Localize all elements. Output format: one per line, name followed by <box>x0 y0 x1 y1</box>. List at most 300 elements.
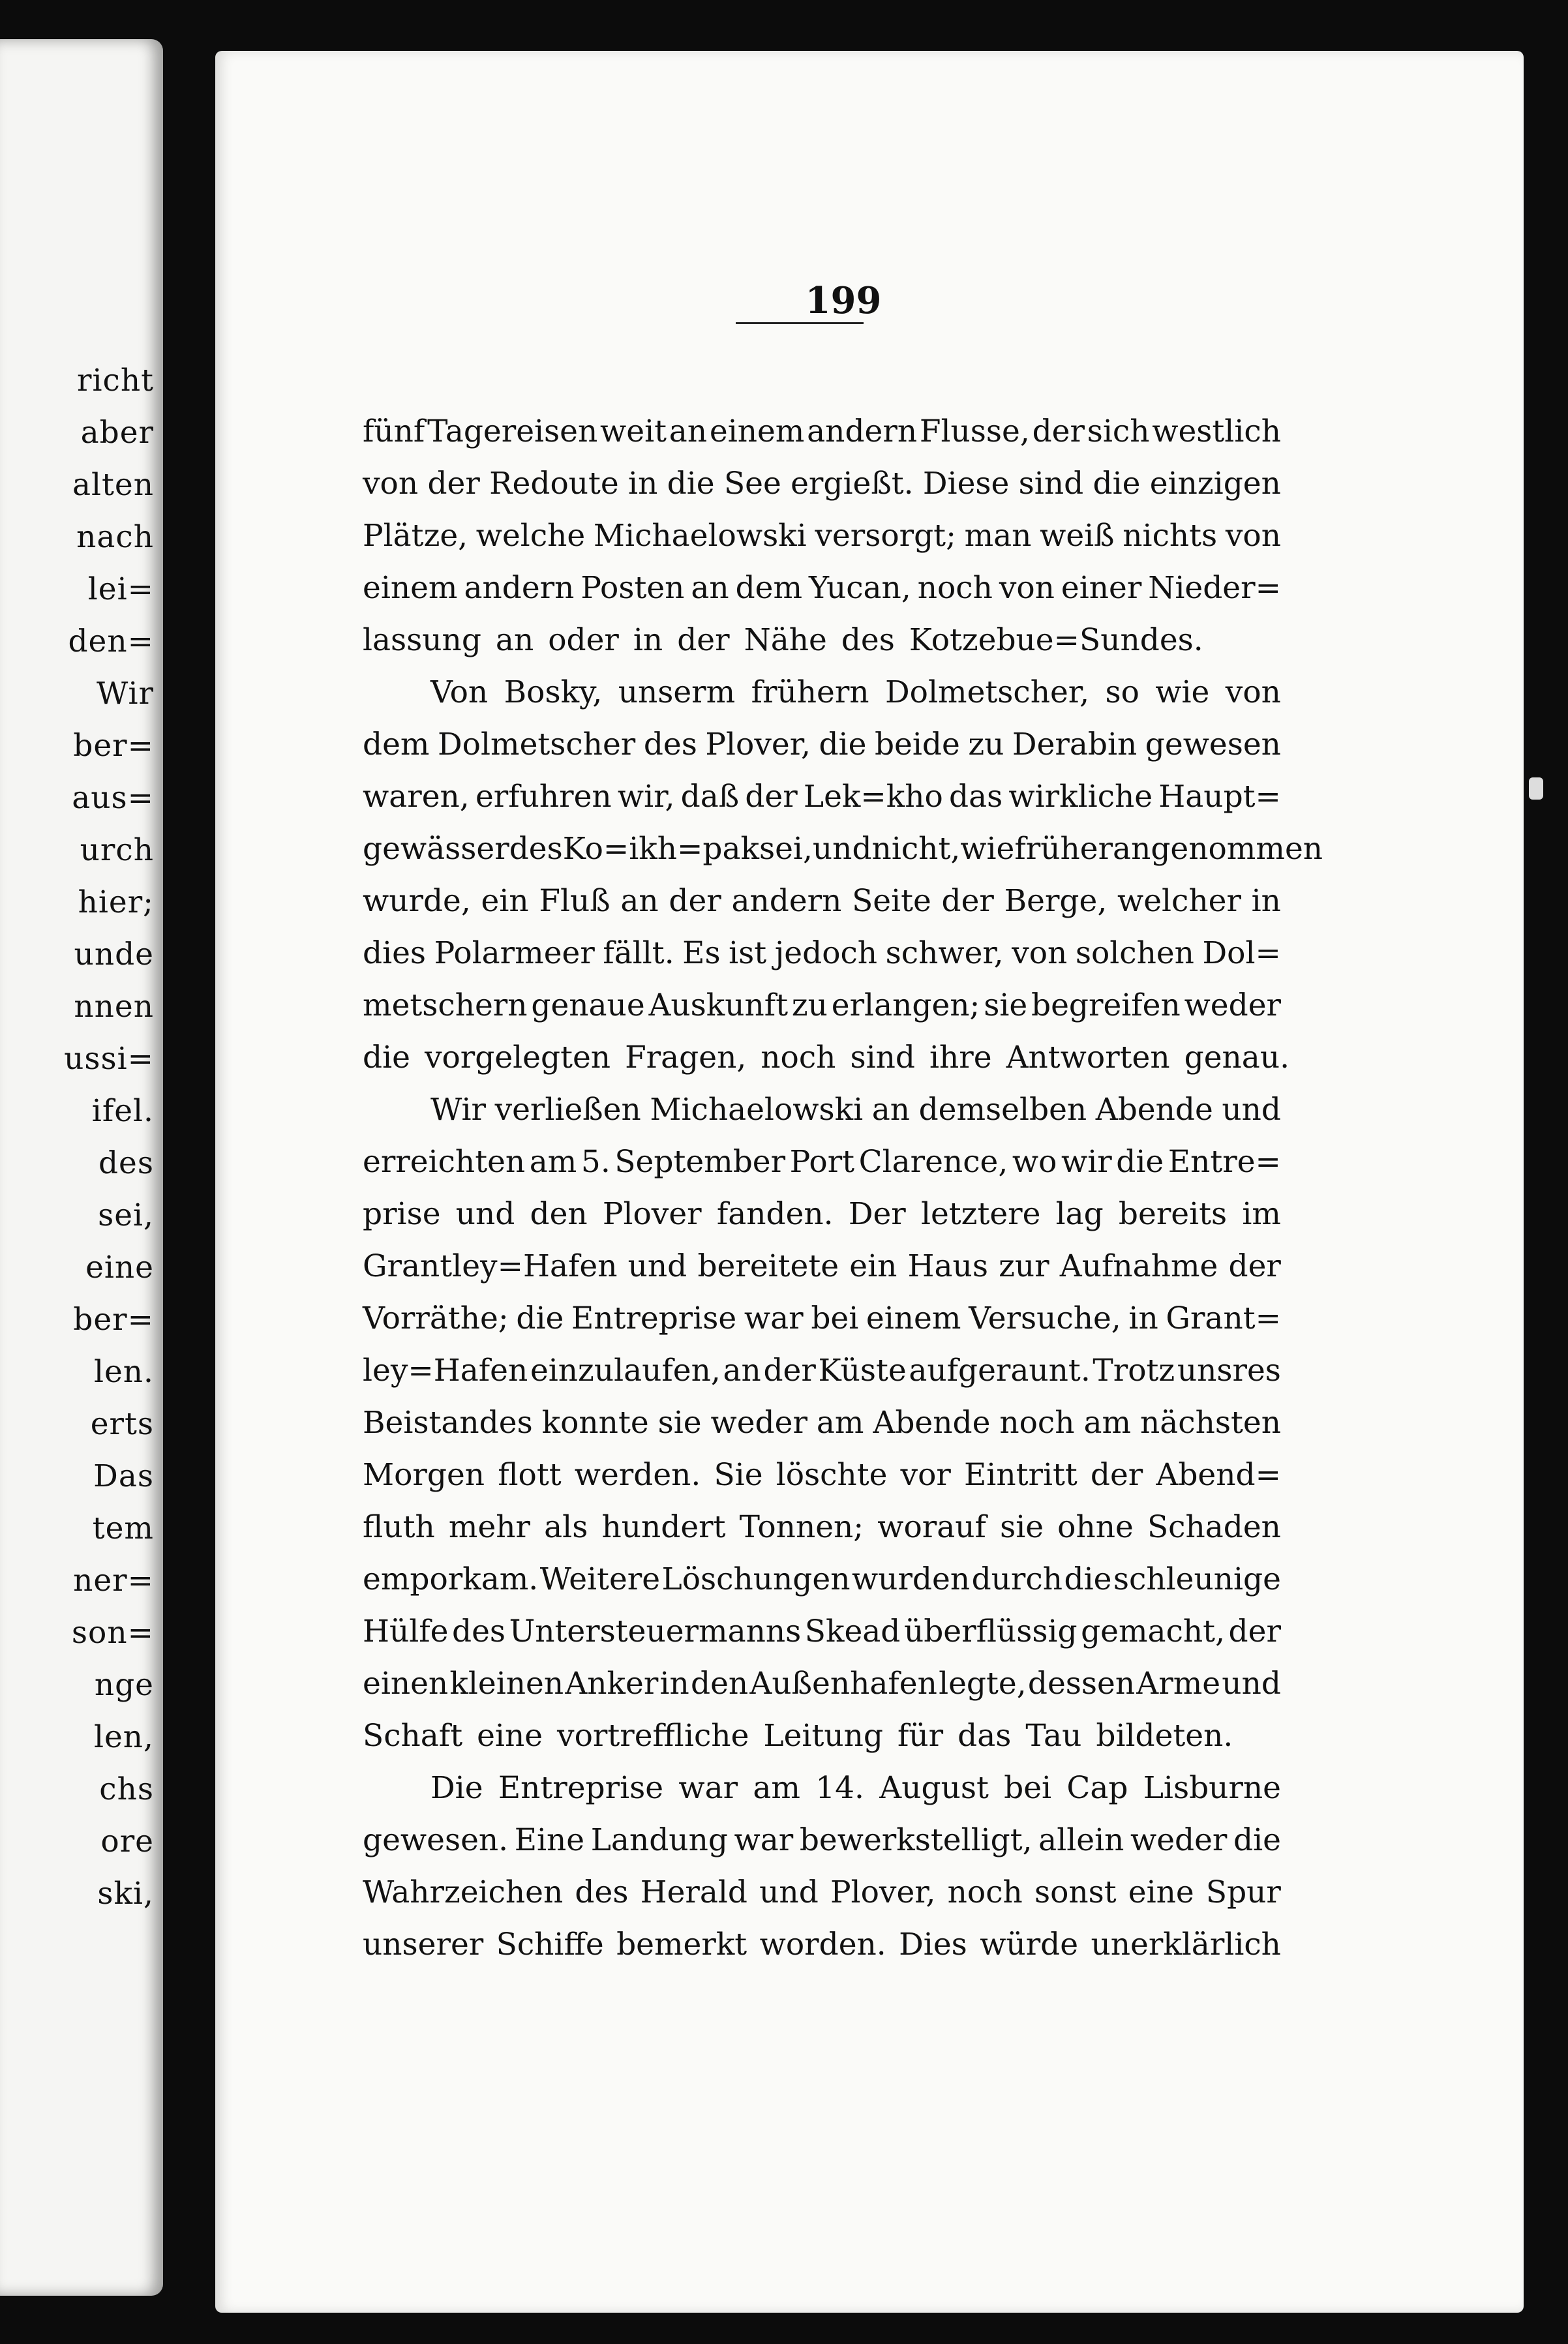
word: Schiffe <box>496 1927 604 1962</box>
word: ohne <box>1057 1509 1134 1545</box>
word: Cap <box>1066 1770 1128 1806</box>
word: vortreffliche <box>557 1718 749 1754</box>
word: von <box>999 570 1055 606</box>
word: der <box>941 883 994 919</box>
word: und <box>1222 1092 1281 1128</box>
word: September <box>614 1144 786 1180</box>
word: Clarence, <box>858 1144 1008 1180</box>
word: nächsten <box>1140 1405 1281 1441</box>
word: Schaden <box>1147 1509 1281 1545</box>
page-edge-mark <box>1529 777 1543 800</box>
word: einem <box>363 570 458 606</box>
word: ergießt. <box>791 466 914 502</box>
word: einem <box>866 1300 961 1336</box>
word: schwer, <box>885 935 1004 971</box>
word: welcher <box>1117 883 1241 919</box>
word: Ko=ikh=pak <box>562 831 759 867</box>
word: metschern <box>363 987 528 1023</box>
left-page-fragment: hier; <box>78 884 154 920</box>
word: Berge, <box>1004 883 1108 919</box>
word: worauf <box>877 1509 986 1545</box>
word: letztere <box>920 1196 1041 1232</box>
word: durch <box>971 1561 1063 1597</box>
word: Fluß <box>539 883 611 919</box>
text-line <box>430 1770 1281 1806</box>
text-line <box>363 570 1281 606</box>
left-page-fragment: eine <box>85 1250 154 1285</box>
word: Diese <box>922 466 1010 502</box>
left-page-fragment: ber= <box>73 728 154 764</box>
word: andern <box>807 413 918 449</box>
word: das <box>957 1718 1012 1754</box>
word: Schaft <box>363 1718 463 1754</box>
word: weder <box>1130 1822 1228 1858</box>
left-page-fragment: ussi= <box>64 1041 154 1077</box>
word: Abende <box>1095 1092 1213 1128</box>
word: lassung <box>363 622 481 658</box>
word: Flusse, <box>919 413 1030 449</box>
word: Grant= <box>1166 1300 1281 1336</box>
word: Herald <box>640 1874 748 1910</box>
word: versorgt; <box>815 518 956 554</box>
text-line <box>363 1874 1281 1910</box>
text-line <box>363 518 1281 554</box>
word: Vorräthe; <box>363 1300 509 1336</box>
left-page-fragment: ber= <box>73 1302 154 1338</box>
word: und <box>627 1248 687 1284</box>
word: Nähe <box>744 622 827 658</box>
word: Die <box>430 1770 483 1806</box>
word: jedoch <box>774 935 878 971</box>
word: eine <box>1128 1874 1194 1910</box>
word: fällt. <box>603 935 674 971</box>
word: Tagereisen <box>427 413 598 449</box>
word: Bosky, <box>504 674 603 710</box>
left-page-fragment: sei, <box>98 1197 154 1233</box>
word: wurden <box>851 1561 971 1597</box>
word: früher <box>1014 831 1113 867</box>
word: Nieder= <box>1148 570 1281 606</box>
word: Yucan, <box>809 570 911 606</box>
word: allein <box>1038 1822 1124 1858</box>
word: erlangen; <box>831 987 980 1023</box>
text-line <box>363 1248 1281 1284</box>
word: so <box>1105 674 1139 710</box>
word: sie <box>984 987 1028 1023</box>
word: von <box>1225 674 1281 710</box>
word: Morgen <box>363 1457 485 1493</box>
word: weiß <box>1040 518 1115 554</box>
word: zu <box>791 987 828 1023</box>
word: noch <box>761 1040 836 1075</box>
word: noch <box>917 570 993 606</box>
word: ein <box>481 883 529 919</box>
word: überflüssig <box>903 1614 1078 1649</box>
word: genau. <box>1184 1040 1290 1075</box>
word: verließen <box>494 1092 641 1128</box>
word: des <box>841 622 895 658</box>
left-page-fragment: lei= <box>87 571 154 607</box>
word: vor <box>900 1457 951 1493</box>
word: bei <box>811 1300 859 1336</box>
word: Arme <box>1136 1666 1221 1702</box>
text-line <box>363 1144 1281 1180</box>
word: am <box>816 1405 864 1441</box>
word: Dolmetscher <box>438 727 636 762</box>
word: unsres <box>1177 1353 1281 1389</box>
text-line <box>363 1929 1281 1960</box>
book-page <box>215 51 1524 2313</box>
word: und <box>812 831 872 867</box>
word: war <box>678 1770 738 1806</box>
word: die <box>1233 1822 1281 1858</box>
word: noch <box>947 1874 1023 1910</box>
word: Außenhafen <box>749 1666 937 1702</box>
word: des <box>575 1874 629 1910</box>
word: zu <box>968 727 1004 762</box>
word: der <box>1228 1614 1281 1649</box>
word: Plover, <box>830 1874 936 1910</box>
word: als <box>544 1509 588 1545</box>
word: 5. <box>580 1144 611 1180</box>
word: beide <box>874 727 960 762</box>
word: sie <box>1000 1509 1044 1545</box>
word: Eintritt <box>963 1457 1078 1493</box>
word: der <box>669 883 721 919</box>
word: waren, <box>363 779 470 815</box>
word: Lisburne <box>1143 1770 1281 1806</box>
word: legte, <box>939 1666 1027 1702</box>
left-page-fragment: des <box>98 1145 154 1181</box>
left-page-fragment: ner= <box>73 1563 154 1599</box>
text-line <box>363 1300 1281 1336</box>
left-page-fragment: nge <box>94 1667 154 1703</box>
word: Michaelowski <box>650 1092 864 1128</box>
word: Tau <box>1025 1718 1082 1754</box>
word: daß <box>680 779 740 815</box>
word: der <box>1090 1457 1143 1493</box>
text-line <box>363 1616 1281 1647</box>
word: an <box>669 413 708 449</box>
word: Entreprise <box>571 1300 737 1336</box>
word: sonst <box>1034 1874 1117 1910</box>
word: Trotz <box>1093 1353 1175 1389</box>
word: war <box>734 1822 794 1858</box>
word: gewesen. <box>363 1822 509 1858</box>
word: begreifen <box>1031 987 1181 1023</box>
word: unserer <box>363 1927 484 1962</box>
word: ihre <box>929 1040 992 1075</box>
word: noch <box>999 1405 1075 1441</box>
word: Haupt= <box>1158 779 1281 815</box>
word: war <box>744 1300 804 1336</box>
word: wirkliche <box>1008 779 1153 815</box>
word: angenommen <box>1113 831 1323 867</box>
text-line <box>363 1718 1281 1754</box>
word: Lek=kho <box>803 779 943 815</box>
text-line <box>363 729 1281 760</box>
word: unerklärlich <box>1091 1927 1281 1962</box>
word: und <box>1222 1666 1281 1702</box>
previous-page-edge <box>0 39 163 2296</box>
word: die <box>363 1040 410 1075</box>
word: Grantley=Hafen <box>363 1248 618 1284</box>
left-page-fragment: nnen <box>74 989 154 1025</box>
word: Entre= <box>1168 1144 1281 1180</box>
word: demselben <box>918 1092 1087 1128</box>
word: ley=Hafen <box>363 1353 528 1389</box>
word: konnte <box>541 1405 649 1441</box>
text-line <box>363 622 1281 658</box>
word: westlich <box>1152 413 1281 449</box>
word: den <box>691 1666 749 1702</box>
word: sind <box>1018 466 1084 502</box>
text-line <box>430 674 1281 710</box>
word: bereitete <box>697 1248 839 1284</box>
word: Dolmetscher, <box>885 674 1090 710</box>
word: 14. <box>815 1770 864 1806</box>
word: Versuche, <box>969 1300 1121 1336</box>
word: die <box>667 466 715 502</box>
word: zur <box>999 1248 1049 1284</box>
text-line <box>363 987 1281 1023</box>
text-line <box>363 1405 1281 1441</box>
word: von <box>1225 518 1281 554</box>
word: Posten <box>580 570 685 606</box>
word: aufgeraunt. <box>909 1353 1091 1389</box>
word: Plover, <box>705 727 811 762</box>
word: August <box>879 1770 989 1806</box>
word: und <box>455 1196 515 1232</box>
text-line <box>363 1353 1281 1389</box>
word: bildeten. <box>1096 1718 1233 1754</box>
text-line <box>363 413 1281 449</box>
word: wir <box>1061 1144 1112 1180</box>
word: sie <box>657 1405 702 1441</box>
word: fanden. <box>716 1196 834 1232</box>
word: kleinen <box>449 1666 564 1702</box>
left-page-fragment: len. <box>93 1354 154 1390</box>
left-page-fragment: urch <box>80 832 154 868</box>
word: frühern <box>751 674 869 710</box>
word: einzulaufen, <box>530 1353 721 1389</box>
word: in <box>1128 1300 1158 1336</box>
left-page-fragment: tem <box>92 1510 154 1546</box>
left-page-fragment: aber <box>80 415 154 451</box>
word: die <box>516 1300 564 1336</box>
word: einem <box>709 413 805 449</box>
word: des <box>509 831 563 867</box>
word: Seite <box>852 883 931 919</box>
word: Wir <box>430 1092 486 1128</box>
word: Plover <box>602 1196 702 1232</box>
text-line <box>363 883 1281 919</box>
word: Haus <box>907 1248 988 1284</box>
word: des <box>643 727 697 762</box>
word: dessen <box>1027 1666 1136 1702</box>
word: Entreprise <box>498 1770 664 1806</box>
word: hundert <box>601 1509 726 1545</box>
word: Derabin <box>1012 727 1138 762</box>
word: werden. <box>574 1457 701 1493</box>
word: man <box>964 518 1032 554</box>
word: einen <box>363 1666 449 1702</box>
word: Skead <box>804 1614 901 1649</box>
word: im <box>1242 1196 1281 1232</box>
word: der <box>1032 413 1085 449</box>
text-line <box>363 1196 1281 1232</box>
left-page-fragment: len, <box>93 1719 154 1755</box>
word: bewerkstelligt, <box>799 1822 1033 1858</box>
text-line <box>363 779 1281 815</box>
word: an <box>620 883 659 919</box>
word: Aufnahme <box>1059 1248 1218 1284</box>
word: Hülfe <box>363 1614 449 1649</box>
word: einer <box>1061 570 1142 606</box>
word: die <box>819 727 867 762</box>
word: Tonnen; <box>739 1509 864 1545</box>
word: Es <box>682 935 721 971</box>
word: weder <box>1184 987 1281 1023</box>
word: der <box>745 779 798 815</box>
word: lag <box>1055 1196 1104 1232</box>
word: der <box>677 622 730 658</box>
word: wurde, <box>363 883 471 919</box>
word: in <box>659 1666 689 1702</box>
word: See <box>723 466 781 502</box>
word: Auskunft <box>648 987 789 1023</box>
word: dem <box>363 727 430 762</box>
word: genaue <box>531 987 645 1023</box>
word: Weitere <box>539 1561 661 1597</box>
word: weit <box>600 413 667 449</box>
word: Anker <box>565 1666 659 1702</box>
word: erreichten <box>363 1144 526 1180</box>
word: in <box>633 622 663 658</box>
text-line <box>363 1666 1281 1702</box>
word: flott <box>498 1457 562 1493</box>
word: Fragen, <box>625 1040 747 1075</box>
word: solchen <box>1075 935 1194 971</box>
left-page-fragment: ore <box>100 1824 154 1859</box>
word: Abende <box>873 1405 991 1441</box>
text-line <box>363 1509 1281 1545</box>
word: Antworten <box>1006 1040 1170 1075</box>
word: bei <box>1004 1770 1052 1806</box>
word: Eine <box>514 1822 585 1858</box>
left-page-fragment: Wir <box>97 676 154 712</box>
word: am <box>753 1770 800 1806</box>
word: Dol= <box>1202 935 1281 971</box>
word: andern <box>731 883 842 919</box>
word: dies <box>363 935 427 971</box>
word: sei, <box>759 831 813 867</box>
left-page-fragment: ifel. <box>91 1093 154 1129</box>
left-page-fragment: chs <box>99 1771 154 1807</box>
word: Plätze, <box>363 518 468 554</box>
word: die <box>1116 1144 1164 1180</box>
word: einzigen <box>1149 466 1281 502</box>
word: Löschungen <box>661 1561 851 1597</box>
word: mehr <box>448 1509 531 1545</box>
word: an <box>691 570 729 606</box>
left-page-fragment: nach <box>76 519 154 555</box>
word: bereits <box>1118 1196 1228 1232</box>
left-page-fragment: erts <box>90 1406 154 1442</box>
word: nichts <box>1123 518 1218 554</box>
word: Leitung <box>763 1718 883 1754</box>
text-line <box>363 1822 1281 1858</box>
word: an <box>495 622 534 658</box>
word: bemerkt <box>616 1927 747 1962</box>
word: Landung <box>590 1822 728 1858</box>
word: der <box>427 466 480 502</box>
left-page-fragment: aus= <box>72 780 154 816</box>
word: Spur <box>1205 1874 1281 1910</box>
word: gewesen <box>1145 727 1281 762</box>
word: oder <box>548 622 619 658</box>
left-page-fragment: den= <box>68 624 154 659</box>
word: Wahrzeichen <box>363 1874 564 1910</box>
word: nicht, <box>871 831 961 867</box>
word: andern <box>464 570 575 606</box>
text-line <box>363 1561 1281 1597</box>
word: eine <box>477 1718 543 1754</box>
word: Der <box>848 1196 906 1232</box>
word: dem <box>735 570 803 606</box>
word: des <box>452 1614 506 1649</box>
word: wie <box>960 831 1015 867</box>
word: prise <box>363 1196 441 1232</box>
word: wo <box>1012 1144 1057 1180</box>
left-page-fragment: Das <box>93 1458 154 1494</box>
page-number: 199 <box>805 279 882 322</box>
word: unserm <box>618 674 736 710</box>
text-line <box>363 1040 1290 1075</box>
word: den <box>530 1196 588 1232</box>
word: und <box>759 1874 819 1910</box>
word: Redoute <box>489 466 619 502</box>
word: Untersteuermanns <box>509 1614 802 1649</box>
word: ist <box>729 935 767 971</box>
word: schleunige <box>1113 1561 1281 1597</box>
word: welche <box>475 518 586 554</box>
left-page-fragment: ski, <box>97 1876 154 1912</box>
word: fünf <box>363 413 425 449</box>
word: Michaelowski <box>593 518 807 554</box>
text-line <box>363 1457 1281 1493</box>
word: löschte <box>776 1457 888 1493</box>
word: Polarmeer <box>434 935 595 971</box>
word: Kotzebue=Sundes. <box>909 622 1203 658</box>
word: am <box>529 1144 577 1180</box>
word: die <box>1064 1561 1112 1597</box>
word: Beistandes <box>363 1405 533 1441</box>
word: sind <box>850 1040 915 1075</box>
word: vorgelegten <box>424 1040 611 1075</box>
word: Abend= <box>1156 1457 1281 1493</box>
word: emporkam. <box>363 1561 539 1597</box>
left-page-fragment: richt <box>77 363 154 398</box>
word: wir, <box>617 779 675 815</box>
word: von <box>363 466 419 502</box>
word: fluth <box>363 1509 435 1545</box>
word: in <box>1251 883 1281 919</box>
word: der <box>763 1353 816 1389</box>
left-page-fragment: son= <box>71 1615 154 1651</box>
word: an <box>871 1092 910 1128</box>
word: ein <box>849 1248 897 1284</box>
